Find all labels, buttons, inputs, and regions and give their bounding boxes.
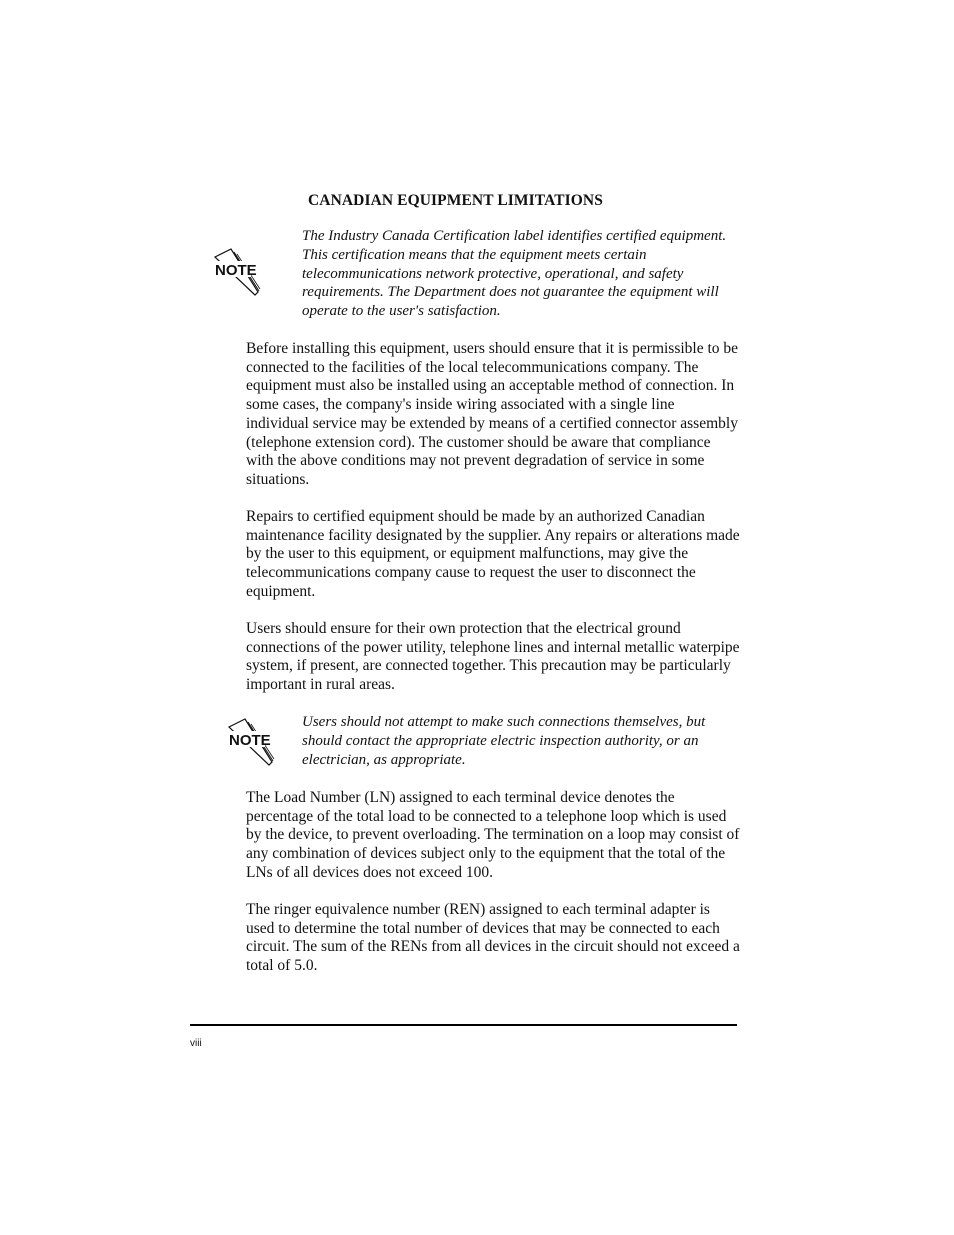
body-paragraph: Repairs to certified equipment should be made by an authorized Canadian maintenance facility designated by the supplier. Any repairs or alterations made by the user to this equipment, or equipment malfunctions, may give the telecommunications company cause to request the user to disconnect the equipment. bbox=[246, 508, 740, 600]
section-heading: CANADIAN EQUIPMENT LIMITATIONS bbox=[308, 192, 603, 209]
footer-rule bbox=[190, 1024, 737, 1026]
note-icon-label: NOTE bbox=[215, 262, 257, 279]
body-paragraph: Users should ensure for their own protection that the electrical ground connections of the power utility, telephone lines and internal metallic waterpipe system, if present, are connected together. This precaution may be particularly important in rural areas. bbox=[246, 620, 740, 694]
body-paragraph: The Load Number (LN) assigned to each terminal device denotes the percentage of the total load to be connected to a telephone loop which is used by the device, to prevent overloading. The termination on a loop may consist of any combination of devices subject only to the equipment that the total of the LNs of all devices does not exceed 100. bbox=[246, 789, 740, 881]
note-icon bbox=[226, 718, 276, 768]
note-text: The Industry Canada Certification label identifies certified equipment. This certification means that the equipment meets certain telecommunications network protective, operational, and safety requirements. The Department does not guarantee the equipment will operate to the user's satisfaction. bbox=[302, 228, 727, 320]
note-icon bbox=[212, 248, 262, 298]
body-paragraph: The ringer equivalence number (REN) assigned to each terminal adapter is used to determine the total number of devices that may be connected to each circuit. The sum of the RENs from all devices in the circuit should not exceed a total of 5.0. bbox=[246, 901, 740, 975]
page-number: viii bbox=[190, 1038, 202, 1049]
body-paragraph: Before installing this equipment, users should ensure that it is permissible to be connected to the facilities of the local telecommunications company. The equipment must also be installed using an acceptable method of connection. In some cases, the company's inside wiring associated with a single line individual service may be extended by means of a certified connector assembly (telephone extension cord). The customer should be aware that compliance with the above conditions may not prevent degradation of service in some situations. bbox=[246, 340, 739, 488]
note-text: Users should not attempt to make such connections themselves, but should contact the appropriate electric inspection authority, or an electrician, as appropriate. bbox=[302, 714, 706, 768]
note-icon-label: NOTE bbox=[229, 732, 271, 749]
